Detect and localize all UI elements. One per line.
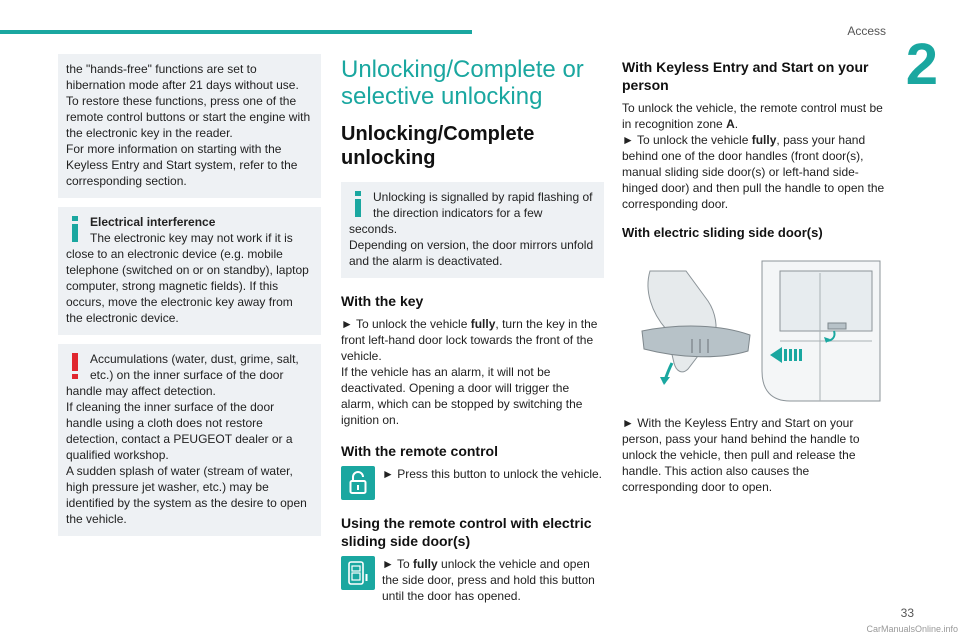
section-heading: Unlocking/Complete or selective unlocking [341,56,584,110]
box-title: Electrical interference [90,215,216,229]
note-line: remote control buttons or start the engine with [66,110,311,124]
note-line: and the alarm is deactivated. [349,254,503,268]
with-key-step: ► To unlock the vehicle fully, turn the key in the front left-hand door lock towards the front of the vehicle. [341,317,598,363]
note-line: identified by the system as the desire to open [66,496,307,510]
unlocking-info-box [341,182,604,278]
section-title: Access [847,24,886,38]
note-line: qualified workshop. [66,448,169,462]
note-line: the vehicle. [66,512,127,526]
note-line: Keyless Entry and Start system, refer to the [66,158,298,172]
note-line: If cleaning the inner surface of the door [66,400,275,414]
note-line: seconds. [349,222,398,236]
note-line: high pressure jet washer, etc.) may be [66,480,269,494]
with-key-heading: With the key [341,293,424,309]
hibernation-note-box [58,54,321,198]
remote-control-step: ► Press this button to unlock the vehicle. [382,467,602,481]
note-line: handle may affect detection. [66,384,216,398]
note-line: the direction indicators for a few [373,206,543,220]
page-number: 33 [900,606,914,620]
remote-control-heading: With the remote control [341,443,498,459]
keyless-step: ► To unlock the vehicle fully, pass your hand behind one of the door handles (front door(s), manual sliding side door(s) or left-hand side-hinged door) and then pull the handle to open the corresponding door. [622,133,885,211]
keyless-heading: With Keyless Entry and Start on your person [622,59,869,93]
with-key-alarm-note: If the vehicle has an alarm, it will not be deactivated. Opening a door will trigger the alarm, which can be stopped by switching the ignition on. [341,365,583,427]
column-2 [341,54,604,606]
electrical-interference-box [58,207,321,335]
chapter-number: 2 [905,32,938,97]
unlock-remote-icon [341,466,375,500]
keyless-recognition-note: To unlock the vehicle, the remote control must be in recognition zone A. [622,101,883,131]
remote-sliding-row [341,556,604,604]
note-line: telephone (switched on or on standby), laptop [66,263,309,277]
note-line: The electronic key may not work if it is [90,231,293,245]
electric-sliding-heading: With electric sliding side door(s) [622,225,823,240]
header-rule [0,30,472,34]
column-3 [622,54,886,495]
watermark: CarManualsOnline.info [866,624,958,634]
note-line: A sudden splash of water (stream of water, [66,464,293,478]
note-line: To restore these functions, press one of the [66,94,297,108]
info-icon [66,214,84,242]
door-handle-illustration [622,251,885,409]
note-line: occurs, move the electronic key away from [66,295,293,309]
column-1 [58,54,321,545]
note-line: Depending on version, the door mirrors unfold [349,238,594,252]
accumulations-warning-box [58,344,321,536]
note-line: For more information on starting with the [66,142,282,156]
note-line: handle using a cloth does not restore [66,416,263,430]
electric-sliding-step: ► With the Keyless Entry and Start on your person, pass your hand behind the handle to unlock the vehicle, then pull and release the handle. This action also causes the corresponding door to open. [622,416,860,494]
note-line: detection, contact a PEUGEOT dealer or a [66,432,293,446]
note-line: Unlocking is signalled by rapid flashing of [373,190,593,204]
remote-control-row [341,466,604,500]
remote-sliding-heading: Using the remote control with electric sliding side door(s) [341,515,592,549]
info-icon [349,189,367,217]
note-line: close to an electronic device (e.g. mobile [66,247,283,261]
note-line: the electronic key in the reader. [66,126,233,140]
note-line: Accumulations (water, dust, grime, salt, [90,352,299,366]
warning-icon [66,351,84,379]
subsection-heading: Unlocking/Complete unlocking [341,123,535,169]
sliding-door-remote-icon [341,556,375,590]
note-line: etc.) on the inner surface of the door [90,368,284,382]
remote-sliding-step: ► To fully unlock the vehicle and open the side door, press and hold this button until the door has opened. [382,557,595,603]
note-line: hibernation mode after 21 days without use. [66,78,299,92]
note-line: the "hands-free" functions are set to [66,62,257,76]
note-line: computer, strong magnetic fields). If this [66,279,279,293]
note-line: the electronic device. [66,311,179,325]
note-line: corresponding section. [66,174,187,188]
